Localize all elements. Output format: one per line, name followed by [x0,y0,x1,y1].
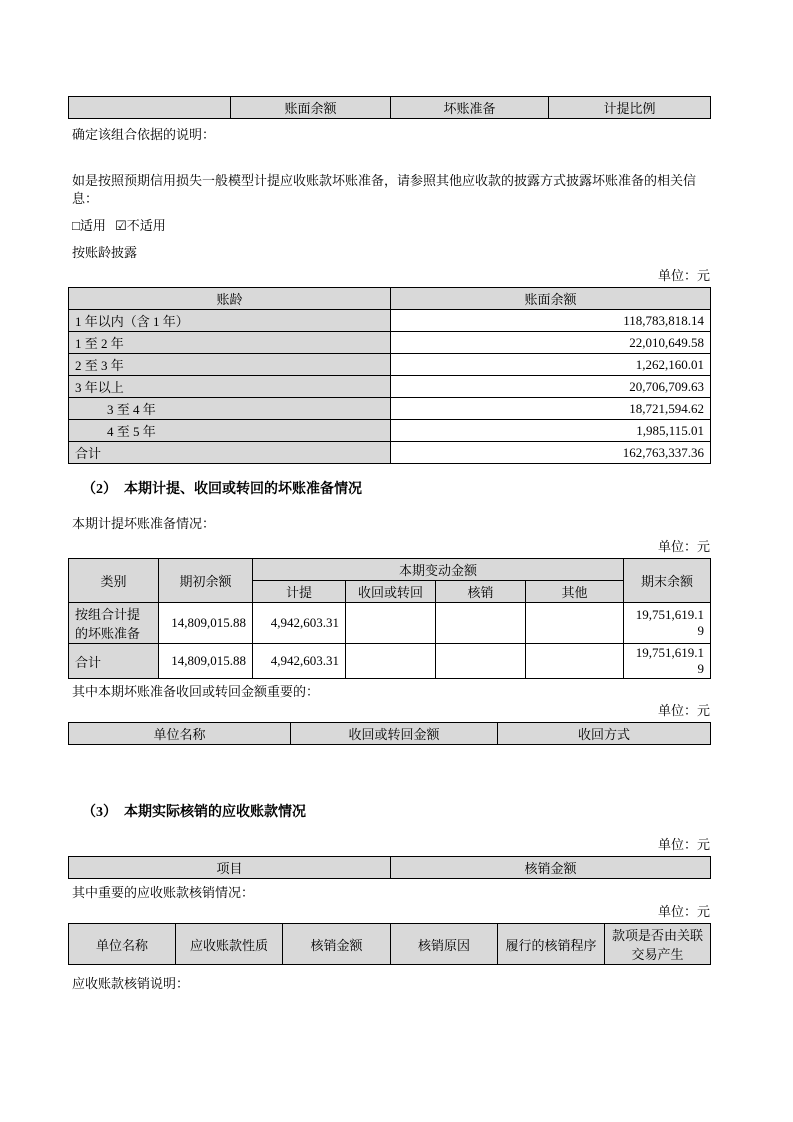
prov-accrual-cell: 4,942,603.31 [253,603,346,644]
table-header-row [69,723,711,745]
table-row [69,603,711,644]
combo-col-book-balance: 账面余额 [231,97,391,119]
detail-col-reason: 核销原因 [391,924,498,965]
prov-col-accrual: 计提 [253,581,346,603]
prov-other-cell [526,603,624,644]
aging-label-cell: 2 至 3 年 [69,354,391,376]
writeoff-col-amount: 核销金额 [391,857,711,879]
prov-writeoff-cell [436,644,526,679]
recover-col-method: 收回方式 [498,723,711,745]
table-row [69,310,711,332]
table-row [69,332,711,354]
aging-label-cell: 1 至 2 年 [69,332,391,354]
recover-col-name: 单位名称 [69,723,291,745]
aging-total-value-cell: 162,763,337.36 [391,442,711,464]
table-header-row [69,288,711,310]
aging-total-label-cell: 合计 [69,442,391,464]
provision-movement-table [68,558,711,679]
aging-label-cell: 3 至 4 年 [69,398,391,420]
table-row [69,376,711,398]
table-row [69,644,711,679]
aging-value-cell: 18,721,594.62 [391,398,711,420]
aging-label-cell: 1 年以内（含 1 年） [69,310,391,332]
writeoff-col-item: 项目 [69,857,391,879]
applicability-line [68,217,710,235]
prov-col-writeoff: 核销 [436,581,526,603]
detail-col-name: 单位名称 [69,924,176,965]
table-row [69,398,711,420]
unit-label: 单位：元 [657,703,710,718]
detail-col-related: 款项是否由关联交易产生 [605,924,711,965]
recover-col-amount: 收回或转回金额 [291,723,498,745]
prov-writeoff-cell [436,603,526,644]
table-header-row [69,857,711,879]
prov-end-cell: 19,751,619.19 [624,644,711,679]
prov-begin-cell: 14,809,015.88 [159,644,253,679]
aging-value-cell: 20,706,709.63 [391,376,711,398]
prov-col-begin: 期初余额 [159,559,253,603]
combo-col-ratio: 计提比例 [549,97,711,119]
ecl-model-note: 如是按照预期信用损失一般模型计提应收账款坏账准备，请参照其他应收款的披露方式披露坏账准备的相关信息： [72,173,697,206]
unit-label: 单位：元 [657,837,710,852]
prov-col-other: 其他 [526,581,624,603]
prov-recover-cell [346,603,436,644]
section-2-heading: （2） 本期计提、收回或转回的坏账准备情况 [82,482,362,497]
prov-accrual-cell: 4,942,603.31 [253,644,346,679]
prov-col-change-group: 本期变动金额 [253,559,624,581]
recover-important-note: 其中本期坏账准备收回或转回金额重要的： [72,684,320,699]
detail-col-procedure: 履行的核销程序 [498,924,605,965]
section-3-heading: （3） 本期实际核销的应收账款情况 [82,805,306,820]
aging-value-cell: 118,783,818.14 [391,310,711,332]
writeoff-important-note: 其中重要的应收账款核销情况： [72,885,255,900]
aging-value-cell: 1,985,115.01 [391,420,711,442]
prov-col-category: 类别 [69,559,159,603]
prov-end-cell: 19,751,619.19 [624,603,711,644]
combination-basis-table [68,96,711,119]
table-row [69,354,711,376]
detail-col-amount: 核销金额 [283,924,391,965]
unit-label: 单位：元 [657,904,710,919]
prov-category-cell: 按组合计提的坏账准备 [69,603,159,644]
recovered-reversal-table [68,722,711,745]
unit-label: 单位：元 [657,268,710,283]
aging-value-cell: 1,262,160.01 [391,354,711,376]
aging-value-cell: 22,010,649.58 [391,332,711,354]
table-row [69,420,711,442]
prov-recover-cell [346,644,436,679]
checkbox-not-applicable: ☑不适用 [115,218,166,233]
prov-other-cell [526,644,624,679]
prov-col-recover: 收回或转回 [346,581,436,603]
aging-table [68,287,711,464]
table-header-row [69,559,711,581]
provision-intro: 本期计提坏账准备情况： [72,516,216,531]
prov-col-end: 期末余额 [624,559,711,603]
checkbox-applicable: □适用 [72,218,106,233]
unit-label: 单位：元 [657,539,710,554]
aging-col-aging: 账龄 [69,288,391,310]
combo-col-bad-debt: 坏账准备 [391,97,549,119]
table-header-row [69,924,711,965]
prov-total-label-cell: 合计 [69,644,159,679]
aging-label-cell: 4 至 5 年 [69,420,391,442]
table-header-row [69,97,711,119]
prov-begin-cell: 14,809,015.88 [159,603,253,644]
aging-label-cell: 3 年以上 [69,376,391,398]
aging-disclosure-label: 按账龄披露 [72,245,138,260]
table-row [69,442,711,464]
aging-col-book-balance: 账面余额 [391,288,711,310]
writeoff-table [68,856,711,879]
basis-note: 确定该组合依据的说明： [72,127,216,142]
combo-col-blank [69,97,231,119]
detail-col-nature: 应收账款性质 [176,924,283,965]
writeoff-note: 应收账款核销说明： [72,976,190,991]
important-writeoff-table [68,923,711,965]
